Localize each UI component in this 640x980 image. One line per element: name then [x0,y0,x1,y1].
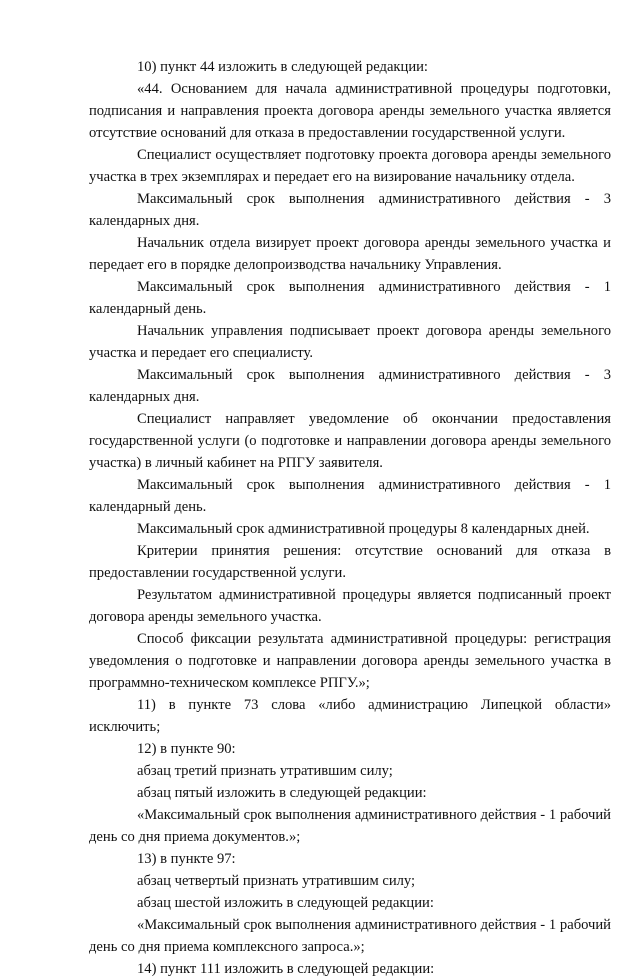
paragraph: Специалист направляет уведомление об окончании предоставления государственной услуги (о подготовке и направлении договора аренды земельного участка) в личный кабинет на РПГУ заявителя. [89,411,611,471]
paragraph: Специалист осуществляет подготовку проекта договора аренды земельного участка в трех экземплярах и передает его на визирование начальнику отдела. [89,147,611,185]
paragraph: «44. Основанием для начала административной процедуры подготовки, подписания и направления проекта договора аренды земельного участка является отсутствие оснований для отказа в предоставлении государственной услуги. [89,81,611,141]
paragraph: Критерии принятия решения: отсутствие оснований для отказа в предоставлении государственной услуги. [89,543,611,581]
document-page [89,56,611,980]
paragraph: Начальник отдела визирует проект договора аренды земельного участка и передает его в порядке делопроизводства начальнику Управления. [89,235,611,273]
list-item-11: 11) в пункте 73 слова «либо администрацию Липецкой области» исключить; [89,697,611,735]
paragraph: «Максимальный срок выполнения административного действия - 1 рабочий день со дня приема комплексного запроса.»; [89,917,611,955]
paragraph: Способ фиксации результата административной процедуры: регистрация уведомления о подготовке и направлении договора аренды земельного участка в программно-техническом комплексе РПГУ.»; [89,631,611,691]
paragraph: абзац четвертый признать утратившим силу; [137,873,416,889]
paragraph: Максимальный срок выполнения административного действия - 3 календарных дня. [89,191,611,229]
paragraph: Максимальный срок административной процедуры 8 календарных дней. [137,521,590,537]
paragraph: абзац шестой изложить в следующей редакции: [137,895,434,911]
paragraph: Начальник управления подписывает проект договора аренды земельного участка и передает его специалисту. [89,323,611,361]
list-item-10: 10) пункт 44 изложить в следующей редакции: [137,59,428,75]
paragraph: Максимальный срок выполнения административного действия - 1 календарный день. [89,477,611,515]
paragraph: Максимальный срок выполнения административного действия - 1 календарный день. [89,279,611,317]
paragraph: «Максимальный срок выполнения административного действия - 1 рабочий день со дня приема документов.»; [89,807,611,845]
paragraph: Максимальный срок выполнения административного действия - 3 календарных дня. [89,367,611,405]
paragraph: абзац третий признать утратившим силу; [137,763,393,779]
list-item-14: 14) пункт 111 изложить в следующей редакции: [137,961,435,977]
paragraph: абзац пятый изложить в следующей редакции: [137,785,427,801]
list-item-13: 13) в пункте 97: [137,851,236,867]
paragraph: Результатом административной процедуры является подписанный проект договора аренды земельного участка. [89,587,611,625]
list-item-12: 12) в пункте 90: [137,741,236,757]
